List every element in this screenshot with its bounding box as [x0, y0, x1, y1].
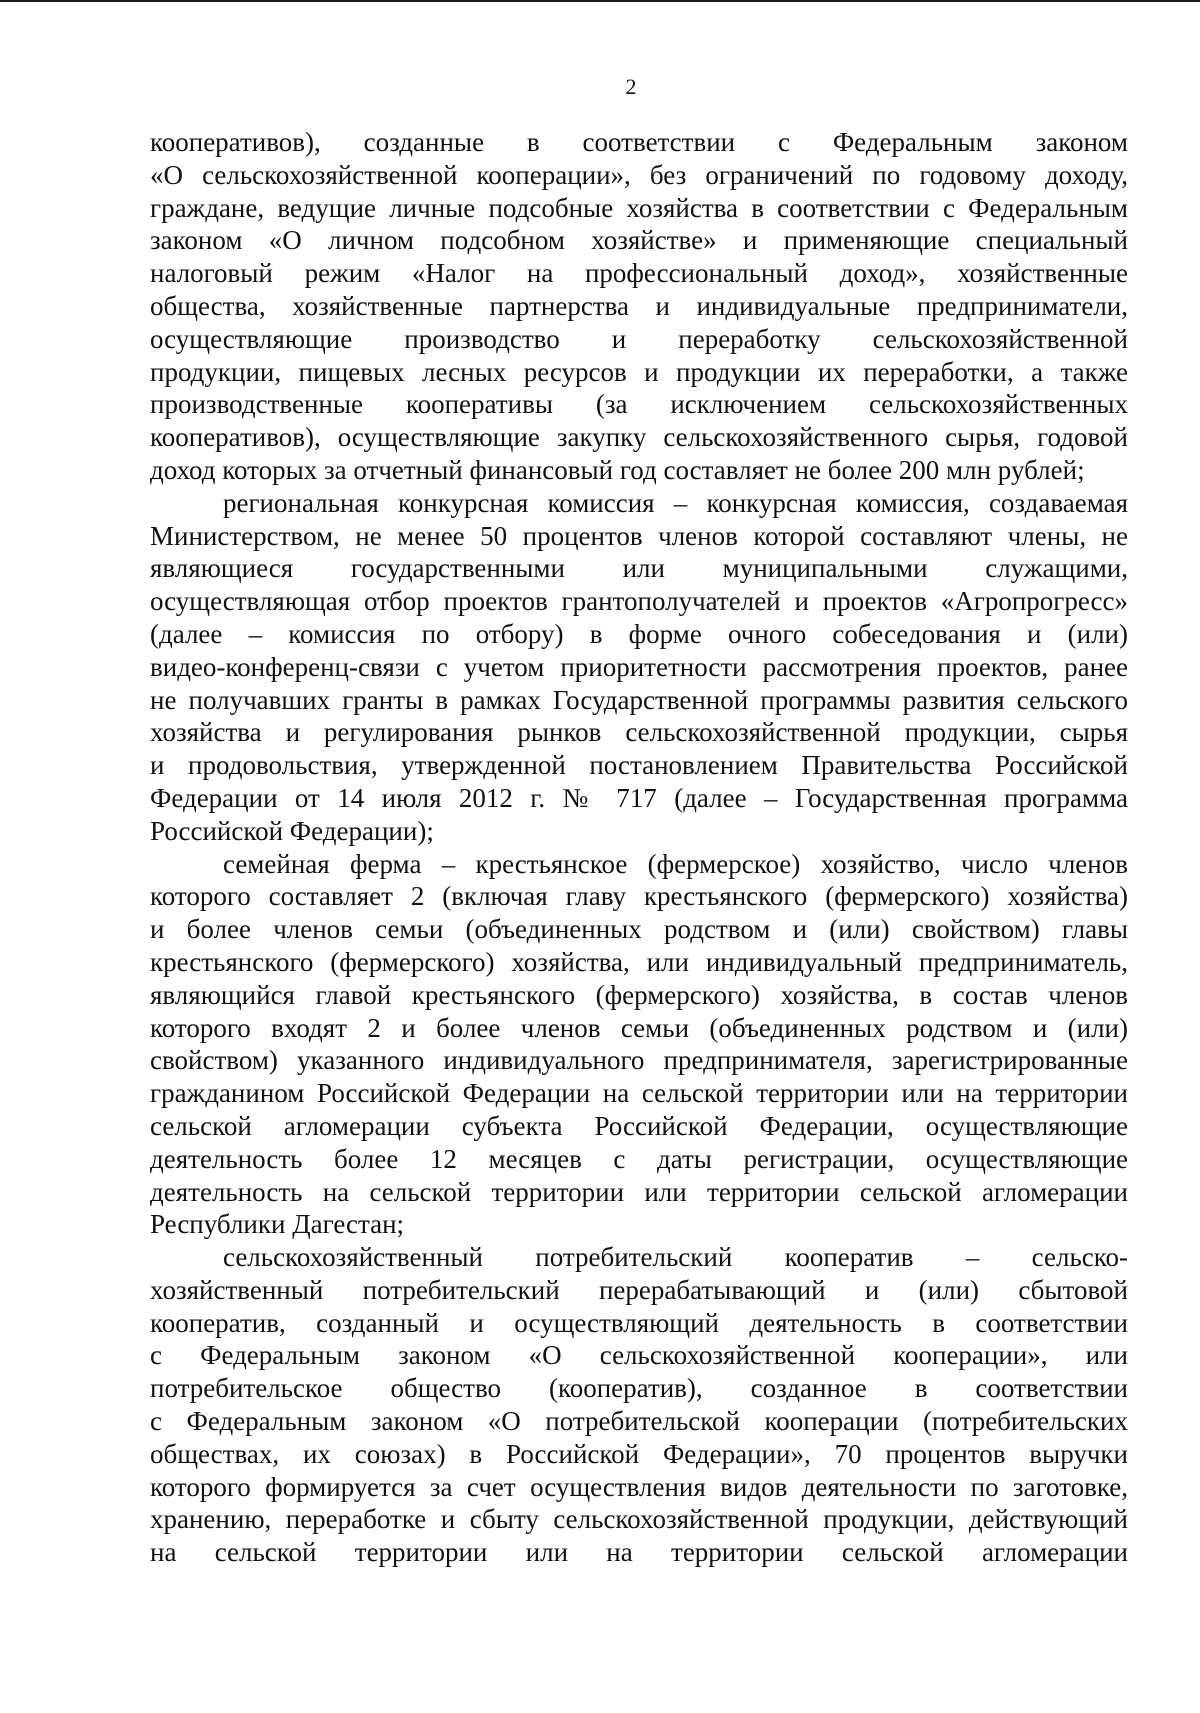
text-line: являющийся главой крестьянского (фермерского) хозяйства, в состав членов [150, 979, 1128, 1010]
text-line: видео-конференц-связи с учетом приоритетности рассмотрения проектов, ранее [150, 651, 1128, 682]
text-line: Российской Федерации); [150, 815, 434, 846]
text-line: свойством) указанного индивидуального предпринимателя, зарегистрированные [150, 1045, 1128, 1076]
text-line: гражданином Российской Федерации на сельской территории или на территории [150, 1078, 1128, 1109]
text-line: хозяйства и регулирования рынков сельскохозяйственной продукции, сырья [150, 717, 1128, 748]
text-line: осуществляющая отбор проектов грантополучателей и проектов «Агропрогресс» [150, 586, 1128, 617]
page-top-border [0, 0, 1200, 2]
text-line: деятельность более 12 месяцев с даты регистрации, осуществляющие [150, 1143, 1128, 1174]
text-line: и продовольствия, утвержденной постановлением Правительства Российской [150, 750, 1128, 781]
text-line: и более членов семьи (объединенных родством и (или) свойством) главы [150, 914, 1128, 945]
text-line: которого входят 2 и более членов семьи (объединенных родством и (или) [150, 1012, 1128, 1043]
text-line: хозяйственный потребительский перерабатывающий и (или) сбытовой [150, 1274, 1128, 1305]
text-line: кооперативов), осуществляющие закупку сельскохозяйственного сырья, годовой [150, 422, 1128, 453]
text-line: Республики Дагестан; [150, 1209, 405, 1240]
text-line: граждане, ведущие личные подсобные хозяйства в соответствии с Федеральным [150, 192, 1128, 223]
text-line: общества, хозяйственные партнерства и индивидуальные предприниматели, [150, 290, 1128, 321]
text-line: налоговый режим «Налог на профессиональный доход», хозяйственные [150, 258, 1128, 289]
text-line: осуществляющие производство и переработку сельскохозяйственной [150, 323, 1128, 354]
text-line: обществах, их союзах) в Российской Федерации», 70 процентов выручки [150, 1438, 1128, 1469]
text-line: потребительское общество (кооператив), созданное в соответствии [150, 1373, 1128, 1404]
text-line: на сельской территории или на территории сельской агломерации [150, 1537, 1128, 1568]
text-line: (далее – комиссия по отбору) в форме очного собеседования и (или) [150, 618, 1128, 649]
text-line: Федерации от 14 июля 2012 г. № 717 (далее – Государственная программа [150, 782, 1128, 813]
text-line: кооператив, созданный и осуществляющий деятельность в соответствии [150, 1307, 1128, 1338]
text-line: «О сельскохозяйственной кооперации», без ограничений по годовому доходу, [150, 159, 1128, 190]
text-line: не получавших гранты в рамках Государственной программы развития сельского [150, 684, 1128, 715]
text-line: являющиеся государственными или муниципальными служащими, [150, 553, 1128, 584]
text-line: производственные кооперативы (за исключением сельскохозяйственных [150, 389, 1128, 420]
text-line: крестьянского (фермерского) хозяйства, или индивидуальный предприниматель, [150, 946, 1128, 977]
text-line: доход которых за отчетный финансовый год составляет не более 200 млн рублей; [150, 454, 1085, 485]
document-body-text [150, 126, 1128, 1569]
text-line: сельскохозяйственный потребительский кооператив – сельско- [223, 1242, 1128, 1273]
text-line: хранению, переработке и сбыту сельскохозяйственной продукции, действующий [150, 1504, 1128, 1535]
text-line: кооперативов), созданные в соответствии с Федеральным законом [150, 127, 1128, 157]
text-line: с Федеральным законом «О сельскохозяйственной кооперации», или [150, 1340, 1128, 1371]
text-line: законом «О личном подсобном хозяйстве» и применяющие специальный [150, 225, 1128, 256]
text-line: Министерством, не менее 50 процентов членов которой составляют члены, не [150, 520, 1128, 551]
text-line: продукции, пищевых лесных ресурсов и продукции их переработки, а также [150, 356, 1128, 387]
text-line: сельской агломерации субъекта Российской Федерации, осуществляющие [150, 1110, 1128, 1141]
text-line: семейная ферма – крестьянское (фермерское) хозяйство, число членов [223, 848, 1128, 879]
text-line: которого формируется за счет осуществления видов деятельности по заготовке, [150, 1471, 1128, 1502]
text-line: региональная конкурсная комиссия – конкурсная комиссия, создаваемая [223, 487, 1128, 518]
page-number: 2 [625, 74, 637, 99]
text-line: с Федеральным законом «О потребительской кооперации (потребительских [150, 1406, 1128, 1437]
text-line: деятельность на сельской территории или территории сельской агломерации [150, 1176, 1128, 1207]
text-line: которого составляет 2 (включая главу крестьянского (фермерского) хозяйства) [150, 881, 1128, 912]
